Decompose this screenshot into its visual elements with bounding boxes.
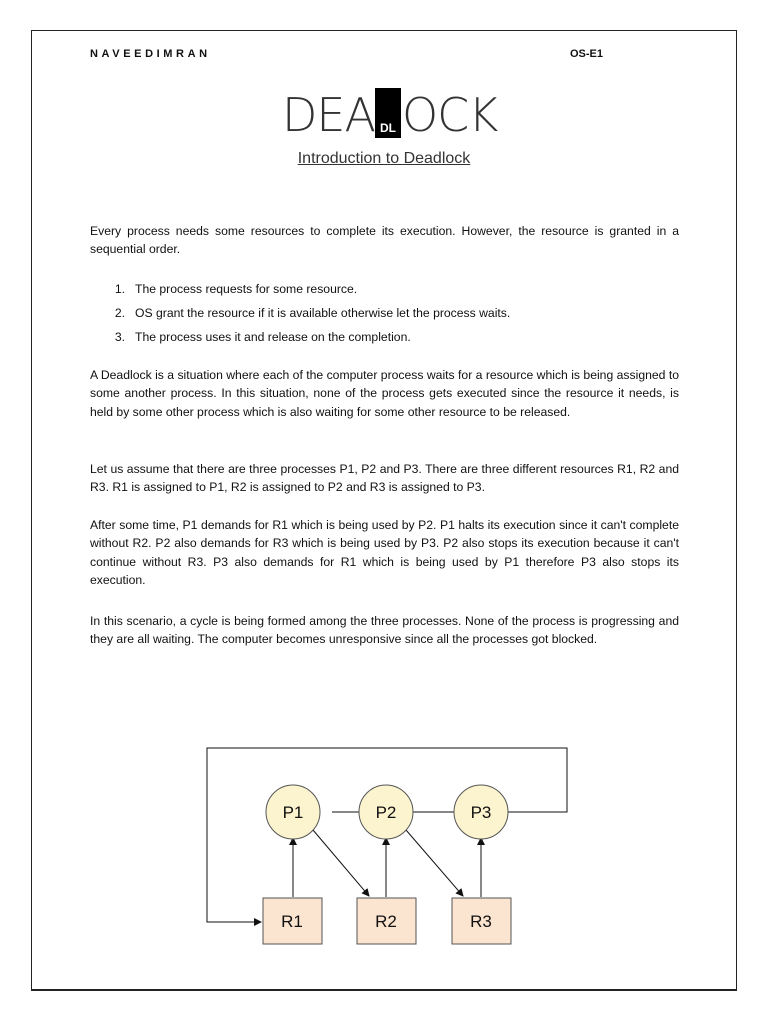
logo-right-text: OCK — [401, 88, 498, 142]
process-label: P2 — [375, 803, 397, 822]
process-node-p3 — [454, 785, 508, 839]
p1-to-r2-arrow — [313, 830, 369, 896]
logo-left-text: DEA — [282, 88, 375, 142]
resource-label: R1 — [281, 912, 303, 931]
process-label: P3 — [470, 803, 492, 822]
list-item — [90, 280, 679, 304]
resource-label: R2 — [375, 912, 397, 931]
author-name: NAVEEDIMRAN — [90, 48, 211, 60]
resource-node-r1 — [263, 898, 322, 944]
resource-label: R3 — [470, 912, 492, 931]
resource-node-r3 — [452, 898, 511, 944]
list-item — [90, 328, 679, 352]
process-label: P1 — [282, 803, 304, 822]
intro-paragraph: Every process needs some resources to complete its execution. However, the resource is granted in a sequential order. — [90, 224, 679, 257]
list-item — [90, 304, 679, 328]
deadlock-definition-paragraph: A Deadlock is a situation where each of the computer process waits for a resource which is being assigned to some another process. In this situation, none of the process gets executed since the resource it needs, is held by some other process which is also waiting for some other resource to be released. — [90, 368, 679, 419]
deadlock-cycle-diagram — [195, 742, 575, 952]
page-subtitle: Introduction to Deadlock — [297, 150, 471, 167]
list-number: 2. — [114, 306, 125, 320]
list-text: The process uses it and release on the completion. — [135, 330, 411, 344]
cycle-paragraph: In this scenario, a cycle is being formed among the three processes. None of the process is progressing and they are all waiting. The computer becomes unresponsive since all the processes got blocked. — [90, 614, 679, 647]
logo-dl-box — [375, 88, 401, 138]
p2-to-r3-arrow — [406, 830, 463, 896]
deadlock-logo — [282, 88, 498, 142]
process-node-p2 — [359, 785, 413, 839]
list-number: 1. — [114, 282, 125, 296]
document-code: OS-E1 — [570, 48, 604, 60]
steps-list — [90, 280, 679, 352]
example-demand-paragraph: After some time, P1 demands for R1 which is being used by P2. P1 halts its execution since it can't complete without R2. P2 also demands for R3 which is being used by P3. P2 also stops its execution because it can't continue without R3. P3 also demands for R1 which is being used by P1 therefore P3 also stops its execution. — [90, 518, 679, 587]
logo-box-text: DL — [379, 121, 396, 135]
example-setup-paragraph: Let us assume that there are three processes P1, P2 and P3. There are three different resources R1, R2 and R3. R1 is assigned to P1, R2 is assigned to P2 and R3 is assigned to P3. — [90, 462, 679, 495]
resource-node-r2 — [357, 898, 416, 944]
process-node-p1 — [266, 785, 320, 839]
list-text: OS grant the resource if it is available otherwise let the process waits. — [135, 306, 511, 320]
list-number: 3. — [114, 330, 125, 344]
list-text: The process requests for some resource. — [135, 282, 358, 296]
